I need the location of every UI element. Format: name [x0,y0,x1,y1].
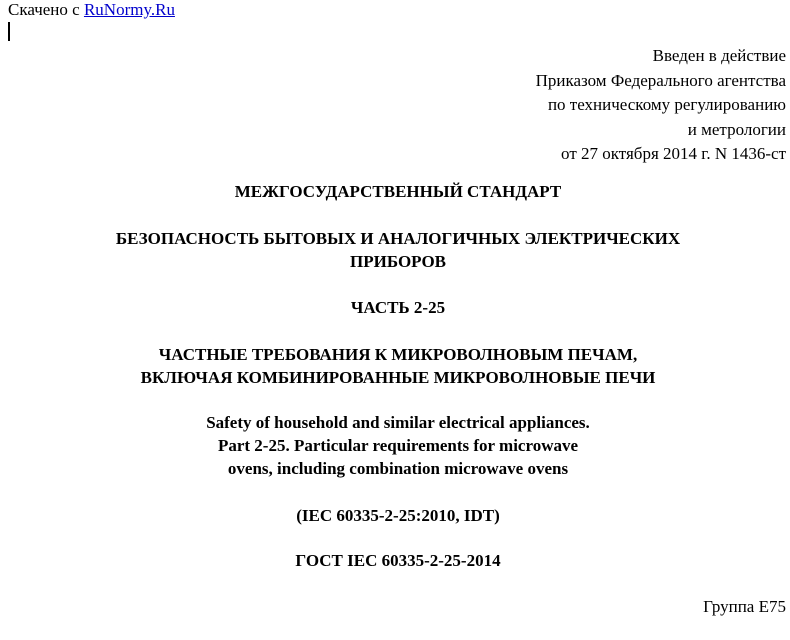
title-line: ПРИБОРОВ [349,252,447,271]
classification-group: Группа Е75 [703,597,786,616]
download-source-line [8,0,175,20]
gost-number: ГОСТ IEC 60335-2-25-2014 [295,551,501,570]
english-title-line: ovens, including combination microwave ovens [227,459,569,478]
enactment-block [536,44,786,167]
title-line: БЕЗОПАСНОСТЬ БЫТОВЫХ И АНАЛОГИЧНЫХ ЭЛЕКТРИЧЕСКИХ [115,229,681,248]
document-subtitle [0,343,790,389]
enactment-line: от 27 октября 2014 г. N 1436-ст [561,144,786,163]
iec-reference-heading [0,504,790,527]
enactment-line: по техническому регулированию [547,95,786,114]
downloaded-prefix: Скачено с [8,0,80,19]
enactment-line: Введен в действие [652,46,786,65]
english-title-line: Safety of household and similar electrical appliances. [206,413,590,432]
iec-reference: (IEC 60335-2-25:2010, IDT) [296,506,500,525]
enactment-line: Приказом Федерального агентства [535,70,786,90]
text-cursor [8,22,10,41]
document-title [0,227,790,273]
enactment-line: и метрологии [687,119,786,139]
subtitle-line: ЧАСТНЫЕ ТРЕБОВАНИЯ К МИКРОВОЛНОВЫМ ПЕЧАМ, [158,345,638,364]
gost-number-heading [0,549,790,572]
standard-type: МЕЖГОСУДАРСТВЕННЫЙ СТАНДАРТ [234,182,562,201]
subtitle-line: ВКЛЮЧАЯ КОМБИНИРОВАННЫЕ МИКРОВОЛНОВЫЕ ПЕЧИ [140,368,656,387]
standard-type-heading [0,180,790,203]
english-title [0,411,790,480]
part-heading [0,296,790,319]
english-title-line: Part 2-25. Particular requirements for microwave [217,436,579,455]
part-number: ЧАСТЬ 2-25 [350,298,446,317]
runormy-link[interactable]: RuNormy.Ru [83,0,175,19]
